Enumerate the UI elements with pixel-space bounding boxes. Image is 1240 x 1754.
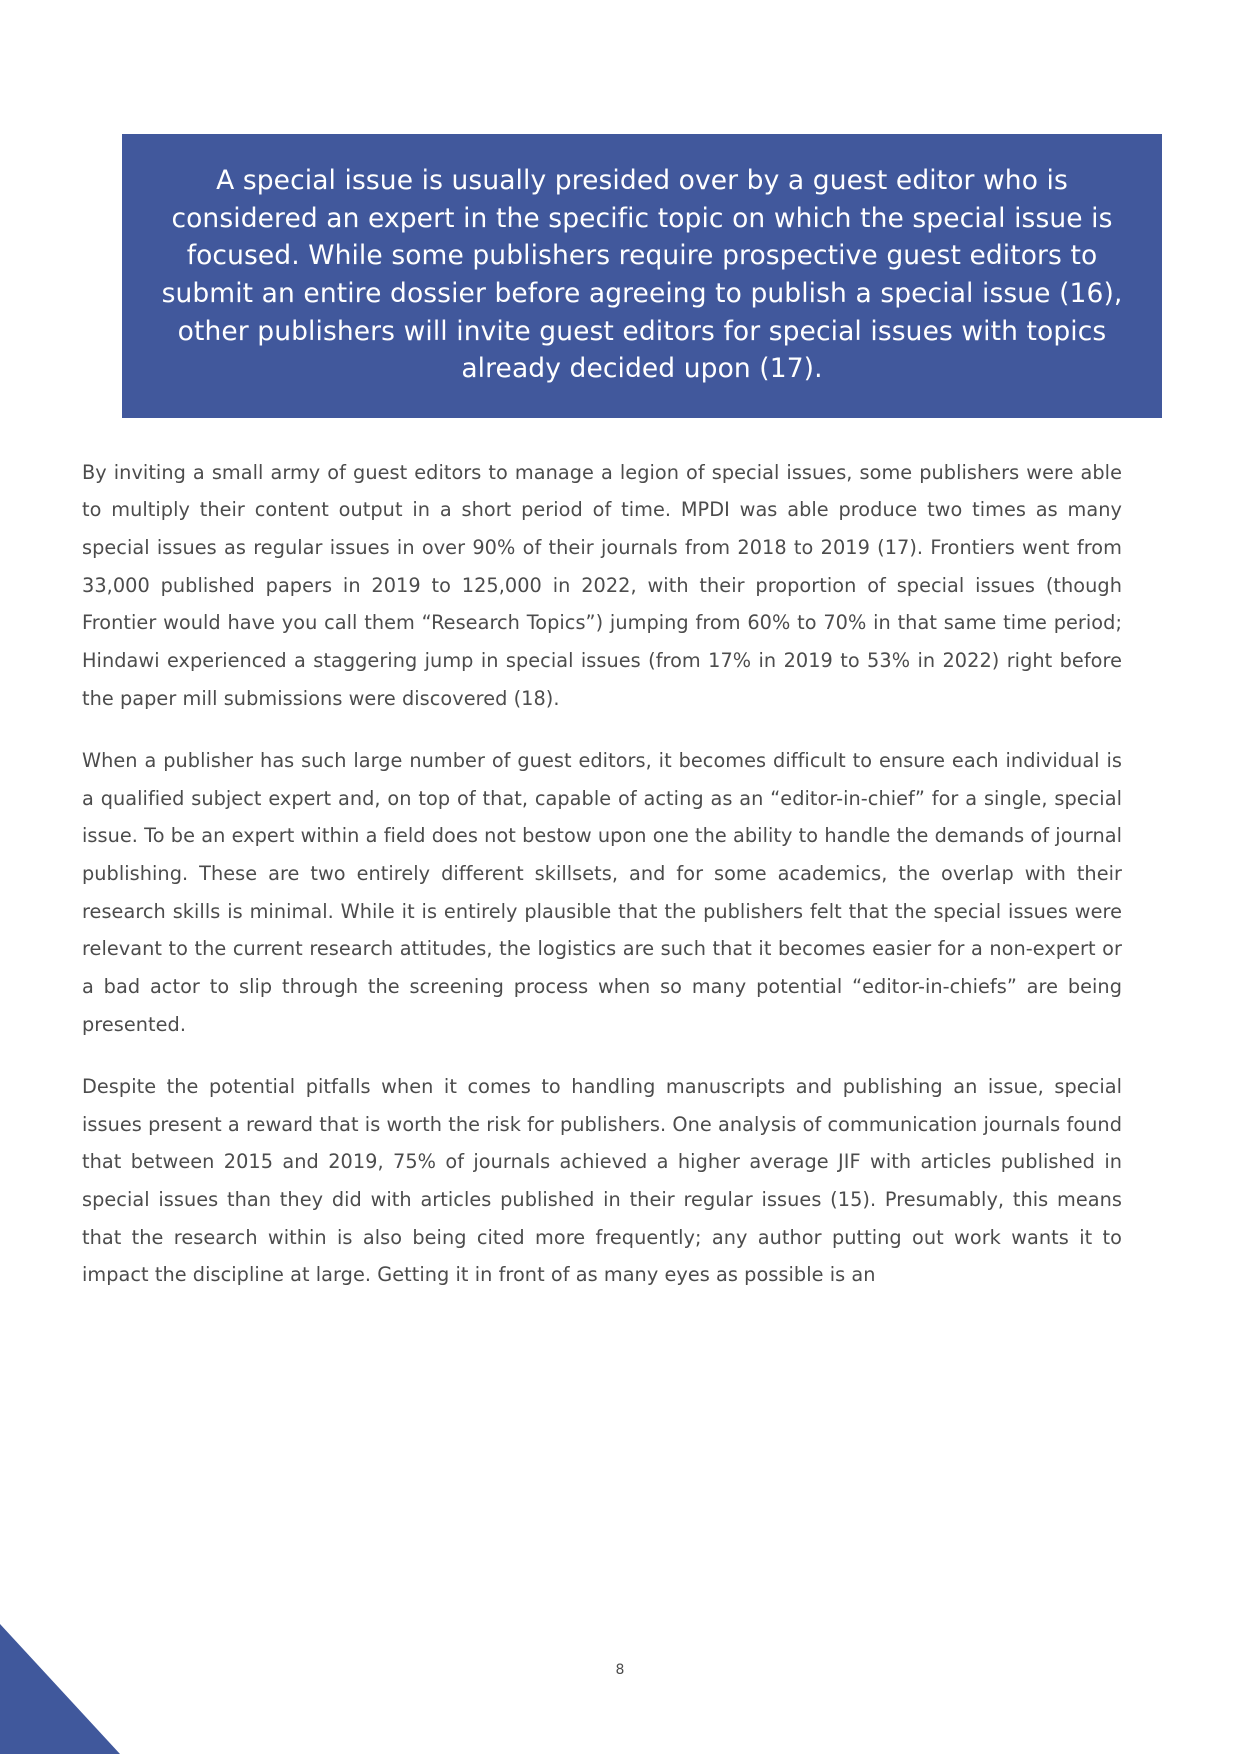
pull-quote: A special issue is usually presided over by a guest editor who is considered an expert in the specific topic on which the special issue is focused. While some publishers require prospective guest editors to submit an entire dossier before agreeing to publish a special issue (16), other publishers will invite guest editors for special issues with topics already decided upon (17). — [122, 134, 1162, 418]
decorative-corner-triangle — [0, 1624, 120, 1754]
paragraph: Despite the potential pitfalls when it comes to handling manuscripts and publishing an issue, special issues present a reward that is worth the risk for publishers. One analysis of communication journals found that between 2015 and 2019, 75% of journals achieved a higher average JIF with articles published in special issues than they did with articles published in their regular issues (15). Presumably, this means that the research within is also being cited more frequently; any author putting out work wants it to impact the discipline at large. Getting it in front of as many eyes as possible is an — [82, 1075, 1122, 1287]
page-number: 8 — [615, 1662, 625, 1678]
page-content — [82, 0, 1158, 1319]
paragraph: When a publisher has such large number of guest editors, it becomes difficult to ensure each individual is a qualified subject expert and, on top of that, capable of acting as an “editor-in-chief” for a single, special issue. To be an expert within a field does not bestow upon one the ability to handle the demands of journal publishing. These are two entirely different skillsets, and for some academics, the overlap with their research skills is minimal. While it is entirely plausible that the publishers felt that the special issues were relevant to the current research attitudes, the logistics are such that it becomes easier for a non-expert or a bad actor to slip through the screening process when so many potential “editor-in-chiefs” are being presented. — [82, 749, 1122, 1036]
body-text — [82, 454, 1122, 1294]
paragraph: By inviting a small army of guest editors to manage a legion of special issues, some publishers were able to multiply their content output in a short period of time. MPDI was able produce two times as many special issues as regular issues in over 90% of their journals from 2018 to 2019 (17). Frontiers went from 33,000 published papers in 2019 to 125,000 in 2022, with their proportion of special issues (though Frontier would have you call them “Research Topics”) jumping from 60% to 70% in that same time period; Hindawi experienced a staggering jump in special issues (from 17% in 2019 to 53% in 2022) right before the paper mill submissions were discovered (18). — [82, 460, 1122, 710]
